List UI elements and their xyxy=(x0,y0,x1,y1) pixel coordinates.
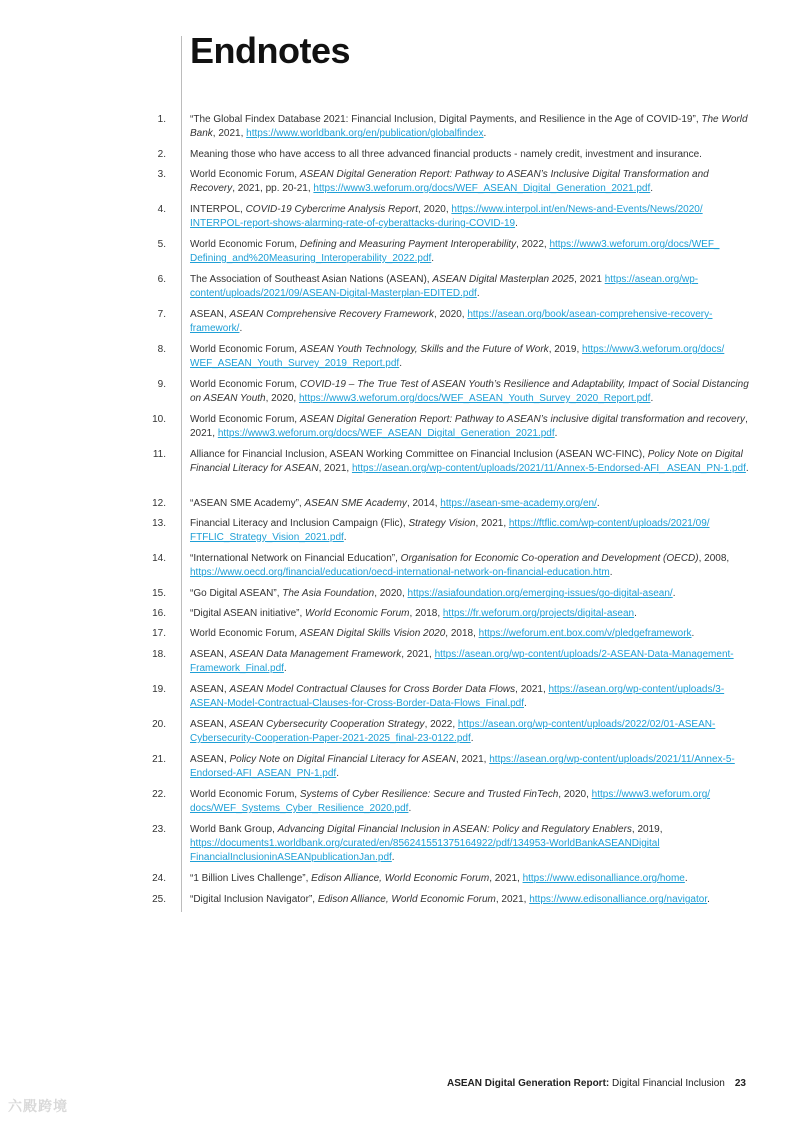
endnote-source-title: The World Bank xyxy=(190,114,748,139)
endnote-citation-text: World Economic Forum, xyxy=(190,414,300,425)
endnote-number: 5. xyxy=(157,239,166,250)
endnote-citation-text: , 2022, xyxy=(424,719,458,730)
endnote-number: 17. xyxy=(152,628,166,639)
endnote-link[interactable]: https://asean.org/wp-content/uploads/2-ASEAN-Data-Management-Framework_Final.pdf xyxy=(190,649,734,674)
endnote-text xyxy=(190,378,750,406)
endnote-citation-text: . xyxy=(609,567,613,578)
endnote-citation-text: , 2020, xyxy=(418,204,452,215)
endnote-link[interactable]: https://www3.weforum.org/docs/ WEF_ASEAN_Youth_Survey_2019_Report.pdf xyxy=(190,344,725,369)
endnote-citation-text: . xyxy=(515,218,518,229)
endnote-number: 15. xyxy=(152,588,166,599)
endnote-text xyxy=(190,683,750,711)
endnote-link[interactable]: https://www3.weforum.org/ docs/WEF_Systems_Cyber_Resilience_2020.pdf xyxy=(190,789,711,814)
endnote-text xyxy=(190,238,750,266)
endnote-link[interactable]: https://www.oecd.org/financial/education/oecd-international-network-on-financial-education.htm xyxy=(190,567,610,578)
endnote-citation-text: The Association of Southeast Asian Nations (ASEAN), xyxy=(190,274,433,285)
endnote-citation-text: , 2018, xyxy=(409,608,443,619)
endnote-link[interactable]: https://www3.weforum.org/docs/WEF_ASEAN_Youth_Survey_2020_Report.pdf xyxy=(298,393,651,404)
endnote-citation-text: “Digital ASEAN initiative”, xyxy=(190,608,306,619)
endnote-citation-text: . xyxy=(470,733,474,744)
endnote-link[interactable]: https://www.edisonalliance.org/home xyxy=(522,873,685,884)
endnote-link[interactable]: https://asean.org/wp-content/uploads/2021/11/Annex-5-Endorsed-AFI_ ASEAN_PN-1.pdf xyxy=(351,463,746,474)
endnote-citation-text: “The Global Findex Database 2021: Financial Inclusion, Digital Payments, and Resilience in the Age of COVID-19”, xyxy=(190,114,702,125)
endnote-citation-text: , 2021, pp. 20-21, xyxy=(232,183,314,194)
endnote-text xyxy=(190,168,750,196)
endnote-citation-text: , 2020, xyxy=(433,309,468,320)
endnote-source-title: ASEAN Digital Masterplan 2025 xyxy=(432,274,575,285)
endnote-source-title: ASEAN Cybersecurity Cooperation Strategy xyxy=(229,719,425,730)
endnote-link[interactable]: https://documents1.worldbank.org/curated/en/856241551375164922/pdf/134953-WorldBankASEANDigital FinancialInclusioninASEANpublicationJan.pdf xyxy=(190,838,660,863)
endnote-citation-text: , 2021, xyxy=(515,684,549,695)
endnote-text xyxy=(190,517,750,545)
endnote-text xyxy=(190,343,750,371)
endnote-citation-text: , 2021, xyxy=(495,894,530,905)
endnote-citation-text: “Digital Inclusion Navigator”, xyxy=(190,894,318,905)
endnote-text xyxy=(190,308,750,336)
endnote-text xyxy=(190,148,750,162)
endnote-citation-text: World Bank Group, xyxy=(190,824,278,835)
endnote-source-title: Policy Note on Digital Financial Literacy for ASEAN xyxy=(229,754,456,765)
watermark-logo: 六殿跨境 xyxy=(8,1098,68,1114)
endnote-number: 20. xyxy=(152,719,166,730)
endnote-source-title: Organisation for Economic Co-operation and Development (OECD) xyxy=(400,553,699,564)
endnote-source-title: Systems of Cyber Resilience: Secure and Trusted FinTech xyxy=(299,789,559,800)
endnote-citation-text: World Economic Forum, xyxy=(190,239,300,250)
endnote-citation-text: ASEAN, xyxy=(190,309,230,320)
endnote-number: 1. xyxy=(157,114,166,125)
endnote-link[interactable]: https://asean-sme-academy.org/en/ xyxy=(440,498,597,509)
endnote-text xyxy=(190,203,750,231)
endnote-link[interactable]: https://asean.org/wp-content/uploads/2022/02/01-ASEAN-Cybersecurity-Cooperation-Paper-2021-2025_final-23-0122.pdf xyxy=(190,719,716,744)
endnote-citation-text: , 2021, xyxy=(212,128,247,139)
endnote-link[interactable]: https://www3.weforum.org/docs/WEF_ASEAN_Digital_Generation_2021.pdf xyxy=(313,183,651,194)
endnote-citation-text: , 2021, xyxy=(475,518,509,529)
endnote-number: 21. xyxy=(152,754,166,765)
endnote-citation-text: . xyxy=(408,803,412,814)
endnote-text xyxy=(190,113,750,141)
endnote-text xyxy=(190,552,750,580)
endnote-citation-text: World Economic Forum, xyxy=(190,169,300,180)
endnote-citation-text: World Economic Forum, xyxy=(190,344,300,355)
endnote-source-title: ASEAN Digital Generation Report: Pathway to ASEAN’s inclusive digital transformation and recovery xyxy=(299,414,746,425)
endnote-number: 13. xyxy=(152,518,166,529)
page-footer xyxy=(447,1078,746,1089)
endnote-citation-text: “Go Digital ASEAN”, xyxy=(190,588,283,599)
endnote-source-title: ASEAN Data Management Framework xyxy=(229,649,402,660)
endnote-link[interactable]: https://www3.weforum.org/docs/WEF_ASEAN_Digital_Generation_2021.pdf xyxy=(217,428,555,439)
endnote-citation-text: , 2022, xyxy=(516,239,550,250)
endnote-number: 6. xyxy=(157,274,166,285)
endnote-text xyxy=(190,497,750,511)
endnote-citation-text: ASEAN, xyxy=(190,719,230,730)
endnote-citation-text: INTERPOL, xyxy=(190,204,246,215)
endnote-citation-text: Alliance for Financial Inclusion, ASEAN Working Committee on Financial Inclusion (ASEAN WC-FINC), xyxy=(190,449,648,460)
endnote-source-title: ASEAN Digital Skills Vision 2020 xyxy=(299,628,446,639)
endnote-link[interactable]: https://www.worldbank.org/en/publication/globalfindex xyxy=(246,128,484,139)
endnote-citation-text: . xyxy=(672,588,676,599)
endnote-citation-text: ASEAN, xyxy=(190,684,230,695)
endnote-text xyxy=(190,753,750,781)
endnote-link[interactable]: https://fr.weforum.org/projects/digital-asean xyxy=(442,608,635,619)
page-title: Endnotes xyxy=(190,30,351,71)
endnote-citation-text: World Economic Forum, xyxy=(190,379,300,390)
endnote-citation-text: , 2021 xyxy=(574,274,605,285)
endnote-source-title: Strategy Vision xyxy=(408,518,476,529)
endnote-link[interactable]: https://asean.org/wp-content/uploads/2021/11/Annex-5-Endorsed-AFI_ASEAN_PN-1.pdf xyxy=(190,754,735,779)
endnote-number: 24. xyxy=(152,873,166,884)
endnote-number: 23. xyxy=(152,824,166,835)
endnote-citation-text: “ASEAN SME Academy”, xyxy=(190,498,305,509)
endnote-number: 9. xyxy=(157,379,166,390)
endnote-source-title: Edison Alliance, World Economic Forum xyxy=(311,873,490,884)
endnote-citation-text: . xyxy=(745,463,749,474)
endnote-source-title: ASEAN Youth Technology, Skills and the Future of Work xyxy=(299,344,549,355)
endnote-citation-text: . xyxy=(483,128,487,139)
endnote-text xyxy=(190,413,750,441)
footer-report-subtitle: Digital Financial Inclusion xyxy=(609,1078,725,1089)
endnote-citation-text: . xyxy=(707,894,710,905)
endnote-citation-text: . xyxy=(684,873,688,884)
endnote-link[interactable]: https://www.interpol.int/en/News-and-Events/News/2020/ INTERPOL-report-shows-alarming-rate-of-cyberattacks-during-COVID-19 xyxy=(190,204,703,229)
endnote-citation-text: “International Network on Financial Education”, xyxy=(190,553,401,564)
endnote-number: 22. xyxy=(152,789,166,800)
endnote-citation-text: , 2021, xyxy=(401,649,435,660)
endnote-link[interactable]: https://www3.weforum.org/docs/WEF_ Defining_and%20Measuring_Interoperability_2022.pdf xyxy=(190,239,720,264)
endnote-source-title: World Economic Forum xyxy=(305,608,410,619)
endnote-link[interactable]: https://weforum.ent.box.com/v/pledgeframework xyxy=(478,628,692,639)
endnote-source-title: ASEAN Digital Generation Report: Pathway to ASEAN’s Inclusive Digital Transformation and Recovery xyxy=(190,169,709,194)
endnote-citation-text: , 2020, xyxy=(265,393,299,404)
endnote-link[interactable]: https://www.edisonalliance.org/navigator xyxy=(529,894,708,905)
endnote-source-title: COVID-19 Cybercrime Analysis Report xyxy=(245,204,419,215)
endnote-text xyxy=(190,607,750,621)
endnote-citation-text: . xyxy=(239,323,243,334)
endnote-text xyxy=(190,448,750,476)
endnote-citation-text: . xyxy=(650,393,654,404)
endnote-source-title: ASEAN Model Contractual Clauses for Cross Border Data Flows xyxy=(229,684,516,695)
endnote-text xyxy=(190,823,750,865)
endnote-text xyxy=(190,648,750,676)
endnote-citation-text: . xyxy=(650,183,654,194)
endnote-link[interactable]: https://asean.org/book/asean-comprehensive-recovery-framework/ xyxy=(190,309,713,334)
endnote-citation-text: , 2020, xyxy=(558,789,592,800)
endnote-citation-text: , 2019, xyxy=(548,344,583,355)
endnote-link[interactable]: https://asean.org/wp-content/uploads/2021/09/ASEAN-Digital-Masterplan-EDITED.pdf xyxy=(190,274,699,299)
endnote-source-title: The Asia Foundation xyxy=(282,588,375,599)
endnote-citation-text: . xyxy=(596,498,600,509)
endnote-citation-text: . xyxy=(399,358,402,369)
endnote-number: 4. xyxy=(157,204,166,215)
endnote-text xyxy=(190,273,750,301)
endnote-number: 16. xyxy=(152,608,166,619)
endnote-source-title: ASEAN Comprehensive Recovery Framework xyxy=(229,309,434,320)
page-number: 23 xyxy=(734,1078,746,1089)
endnote-link[interactable]: https://asiafoundation.org/emerging-issues/go-digital-asean/ xyxy=(407,588,673,599)
endnote-number: 12. xyxy=(152,498,166,509)
endnote-citation-text: . xyxy=(431,253,435,264)
endnote-citation-text: , 2019, xyxy=(631,824,663,835)
endnote-number: 10. xyxy=(152,414,166,425)
endnote-link[interactable]: https://ftflic.com/wp-content/uploads/2021/09/ FTFLIC_Strategy_Vision_2021.pdf xyxy=(190,518,710,543)
endnote-number: 14. xyxy=(152,553,166,564)
endnote-text xyxy=(190,587,750,601)
endnote-citation-text: . xyxy=(476,288,480,299)
endnote-citation-text: . xyxy=(391,852,395,863)
endnote-citation-text: , 2021, xyxy=(489,873,523,884)
endnote-citation-text: , 2014, xyxy=(406,498,441,509)
endnote-number: 7. xyxy=(157,309,166,320)
endnote-link[interactable]: https://asean.org/wp-content/uploads/3-ASEAN-Model-Contractual-Clauses-for-Cross-Border-Data-Flows_Final.pdf xyxy=(190,684,725,709)
endnote-number: 25. xyxy=(152,894,166,905)
endnote-number: 19. xyxy=(152,684,166,695)
endnote-citation-text: , 2018, xyxy=(445,628,479,639)
endnote-citation-text: . xyxy=(634,608,637,619)
endnote-citation-text: “1 Billion Lives Challenge”, xyxy=(190,873,312,884)
endnote-number: 8. xyxy=(157,344,166,355)
endnote-citation-text: . xyxy=(554,428,558,439)
endnote-citation-text: . xyxy=(524,698,527,709)
endnote-number: 2. xyxy=(157,149,166,160)
endnote-citation-text: World Economic Forum, xyxy=(190,789,300,800)
endnote-citation-text: Meaning those who have access to all three advanced financial products - namely credit, investment and insurance. xyxy=(190,149,702,160)
endnote-citation-text: . xyxy=(343,532,347,543)
endnote-citation-text: . xyxy=(283,663,287,674)
endnote-source-title: Defining and Measuring Payment Interoperability xyxy=(299,239,517,250)
endnote-citation-text: , 2021, xyxy=(455,754,490,765)
endnote-source-title: Edison Alliance, World Economic Forum xyxy=(317,894,496,905)
endnote-text xyxy=(190,872,750,886)
endnote-citation-text: , 2021, xyxy=(318,463,352,474)
endnote-citation-text: Financial Literacy and Inclusion Campaign (Flic), xyxy=(190,518,409,529)
endnote-source-title: Policy Note on Digital Financial Literacy for ASEAN xyxy=(190,449,743,474)
endnote-citation-text: . xyxy=(691,628,695,639)
endnote-text xyxy=(190,893,750,907)
endnote-source-title: Advancing Digital Financial Inclusion in ASEAN: Policy and Regulatory Enablers xyxy=(277,824,632,835)
endnote-text xyxy=(190,788,750,816)
endnote-number: 11. xyxy=(152,449,166,460)
endnote-citation-text: ASEAN, xyxy=(190,649,230,660)
endnote-citation-text: , 2020, xyxy=(374,588,408,599)
endnote-source-title: ASEAN SME Academy xyxy=(304,498,407,509)
footer-report-title: ASEAN Digital Generation Report: xyxy=(447,1078,610,1089)
endnote-number: 3. xyxy=(157,169,166,180)
endnote-citation-text: World Economic Forum, xyxy=(190,628,300,639)
endnote-text xyxy=(190,718,750,746)
endnote-number: 18. xyxy=(152,649,166,660)
endnote-citation-text: . xyxy=(336,768,339,779)
endnote-source-title: COVID-19 – The True Test of ASEAN Youth’s Resilience and Adaptability, Impact of Social Distancing on ASEAN Youth xyxy=(190,379,749,404)
endnote-text xyxy=(190,627,750,641)
endnote-citation-text: , 2021, xyxy=(190,414,748,439)
endnote-citation-text: ASEAN, xyxy=(190,754,230,765)
endnote-citation-text: , 2008, xyxy=(698,553,730,564)
